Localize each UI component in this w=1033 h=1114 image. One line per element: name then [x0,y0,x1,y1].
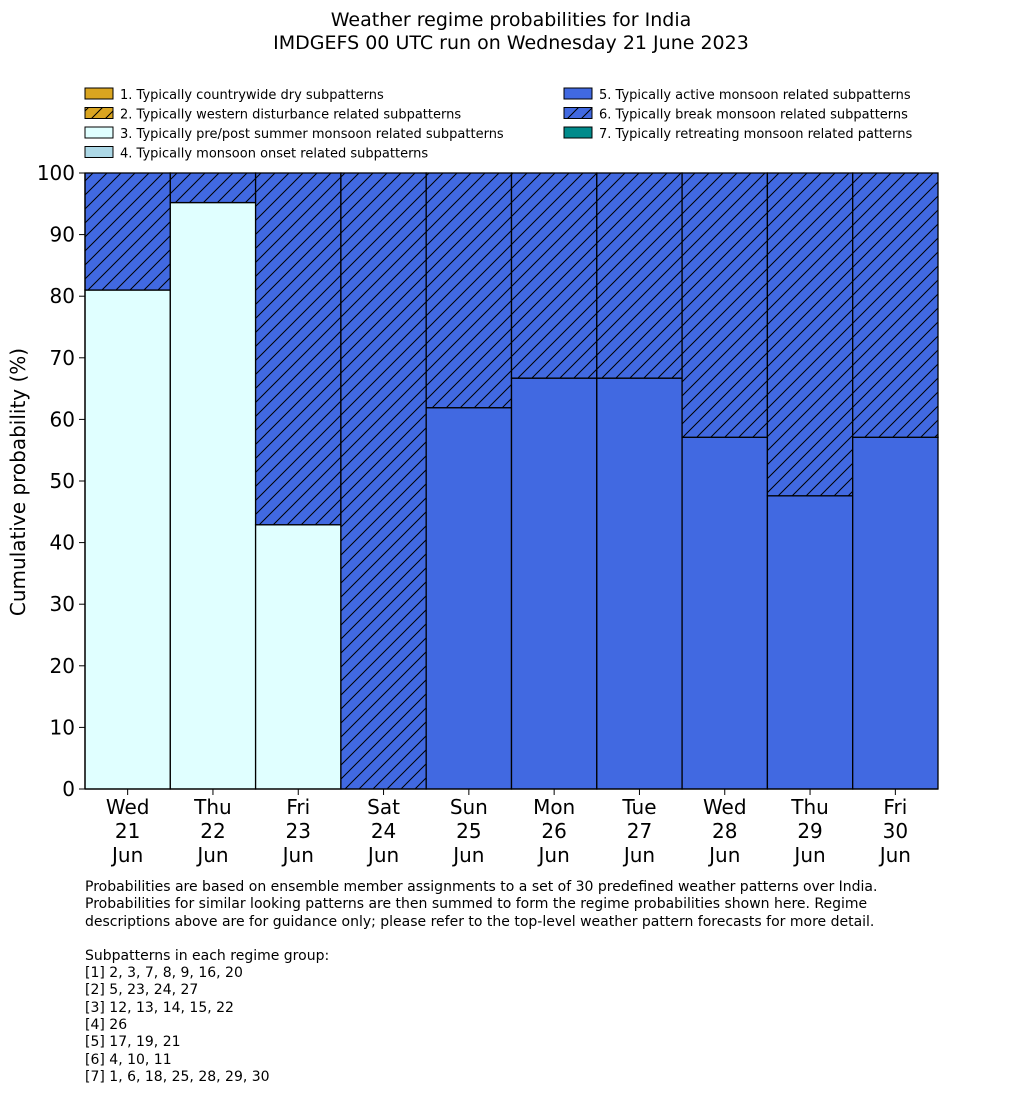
x-tick-label-line: Fri [286,795,311,819]
plot-area [37,161,938,867]
footnote-line: Probabilities for similar looking patterns are then summed to form the regime probabilities shown here. Regime [85,896,868,913]
groups-heading: Subpatterns in each regime group: [85,947,330,964]
bar-segment [256,525,341,789]
x-tick-label-line: Sun [449,795,488,819]
x-tick-label-line: 26 [541,819,567,843]
chart-legend [85,88,912,162]
y-axis-label: Cumulative probability (%) [6,347,30,617]
x-tick-label-line: 27 [626,819,653,843]
bar-segment [597,378,682,789]
x-tick-label-line: 23 [285,819,311,843]
x-tick-label [106,795,150,867]
bar-segment [256,173,341,525]
x-tick-label-line: Jun [112,843,144,867]
bar-segment [170,173,255,203]
x-tick-label [878,795,911,867]
legend-swatch [564,88,592,99]
chart-title-line2: IMDGEFS 00 UTC run on Wednesday 21 June 2023 [273,32,749,54]
x-tick-label [193,795,232,867]
x-tick-label-line: Jun [879,843,911,867]
x-tick-label-line: 21 [114,819,141,843]
y-tick-label: 90 [49,222,75,247]
bar-segment [682,437,767,789]
x-tick-label-line: Fri [883,795,908,819]
legend-label: 5. Typically active monsoon related subpatterns [599,88,911,103]
x-tick-label-line: Jun [709,843,741,867]
footnote-line: Probabilities are based on ensemble member assignments to a set of 30 predefined weather patterns over India. [85,879,878,895]
legend-entry [85,88,384,103]
bar-segment [170,203,255,789]
y-tick-label: 10 [49,715,75,740]
legend-label: 3. Typically pre/post summer monsoon related subpatterns [120,127,504,142]
chart-title-line1: Weather regime probabilities for India [330,9,692,31]
legend-entry [564,88,911,103]
y-tick-label: 80 [49,284,75,309]
bar-segment [512,378,597,789]
group-line: [2] 5, 23, 24, 27 [85,982,199,999]
x-tick-label-line: 30 [882,819,909,843]
x-tick-label-line: Sat [367,795,400,819]
x-tick-label-line: Jun [282,843,314,867]
bar-segment [85,173,170,290]
bar-segment [853,173,938,437]
bar-segment [426,173,511,408]
x-tick-label-line: 22 [200,819,226,843]
x-tick-label [703,795,747,867]
bar-segment [85,290,170,789]
legend-label: 2. Typically western disturbance related subpatterns [120,107,462,123]
bar-segment [682,173,767,437]
y-tick-label: 100 [36,161,75,185]
x-tick-label-line: Wed [105,795,150,819]
legend-entry [85,147,428,162]
x-tick-label-line: Wed [702,795,747,819]
x-tick-label-line: Tue [622,795,657,819]
legend-label: 7. Typically retreating monsoon related patterns [599,127,913,142]
x-tick-label-line: 29 [797,819,823,843]
x-tick-label [533,795,575,867]
group-line: [5] 17, 19, 21 [85,1034,181,1051]
y-tick-label: 60 [49,407,75,432]
bar-segment [767,173,852,496]
group-line: [1] 2, 3, 7, 8, 9, 16, 20 [85,965,243,982]
x-tick-label-line: 24 [370,819,397,843]
y-tick-label: 40 [49,530,75,555]
footnote-line: descriptions above are for guidance only; please refer to the top-level weather pattern forecasts for more detail. [85,913,875,930]
x-tick-label-line: Jun [197,843,229,867]
bar-segment [426,408,511,789]
legend-entry [85,127,504,142]
group-line: [4] 26 [85,1017,128,1034]
x-tick-label [621,795,656,867]
y-tick-label: 70 [49,345,75,370]
legend-swatch [85,147,113,158]
x-tick-label-line: Jun [794,843,826,867]
x-tick-label-line: Mon [533,795,576,819]
x-tick-label-line: 28 [712,819,738,843]
y-tick-label: 0 [62,777,75,801]
x-tick-label-line: Jun [453,843,485,867]
group-line: [7] 1, 6, 18, 25, 28, 29, 30 [85,1068,270,1085]
y-tick-label: 20 [49,653,75,678]
chart-footnote [85,879,985,1086]
legend-label: 6. Typically break monsoon related subpatterns [599,107,908,123]
bar-segment [512,173,597,378]
x-tick-label [450,795,488,867]
x-tick-label [281,795,314,867]
x-tick-label [366,795,400,867]
legend-swatch [85,88,113,99]
legend-label: 1. Typically countrywide dry subpatterns [120,88,384,103]
x-tick-label-line: Jun [538,843,570,867]
legend-label: 4. Typically monsoon onset related subpatterns [120,146,429,162]
x-tick-label-line: Thu [194,795,232,819]
x-tick-label [790,795,829,867]
legend-entry [85,108,461,123]
x-tick-label-line: Jun [623,843,656,867]
legend-entry [564,127,912,142]
y-tick-label: 50 [49,469,75,493]
legend-swatch [564,127,592,138]
group-line: [3] 12, 13, 14, 15, 22 [85,999,234,1016]
legend-swatch [85,127,113,138]
bar-segment [341,173,426,789]
legend-entry [564,108,908,123]
bar-segment [597,173,682,378]
bar-segment [853,437,938,789]
group-line: [6] 4, 10, 11 [85,1051,172,1068]
x-tick-label-line: 25 [456,819,482,843]
x-tick-label-line: Jun [367,843,400,867]
bar-segment [767,496,852,789]
x-tick-label-line: Thu [791,795,829,819]
y-tick-label: 30 [49,592,75,617]
